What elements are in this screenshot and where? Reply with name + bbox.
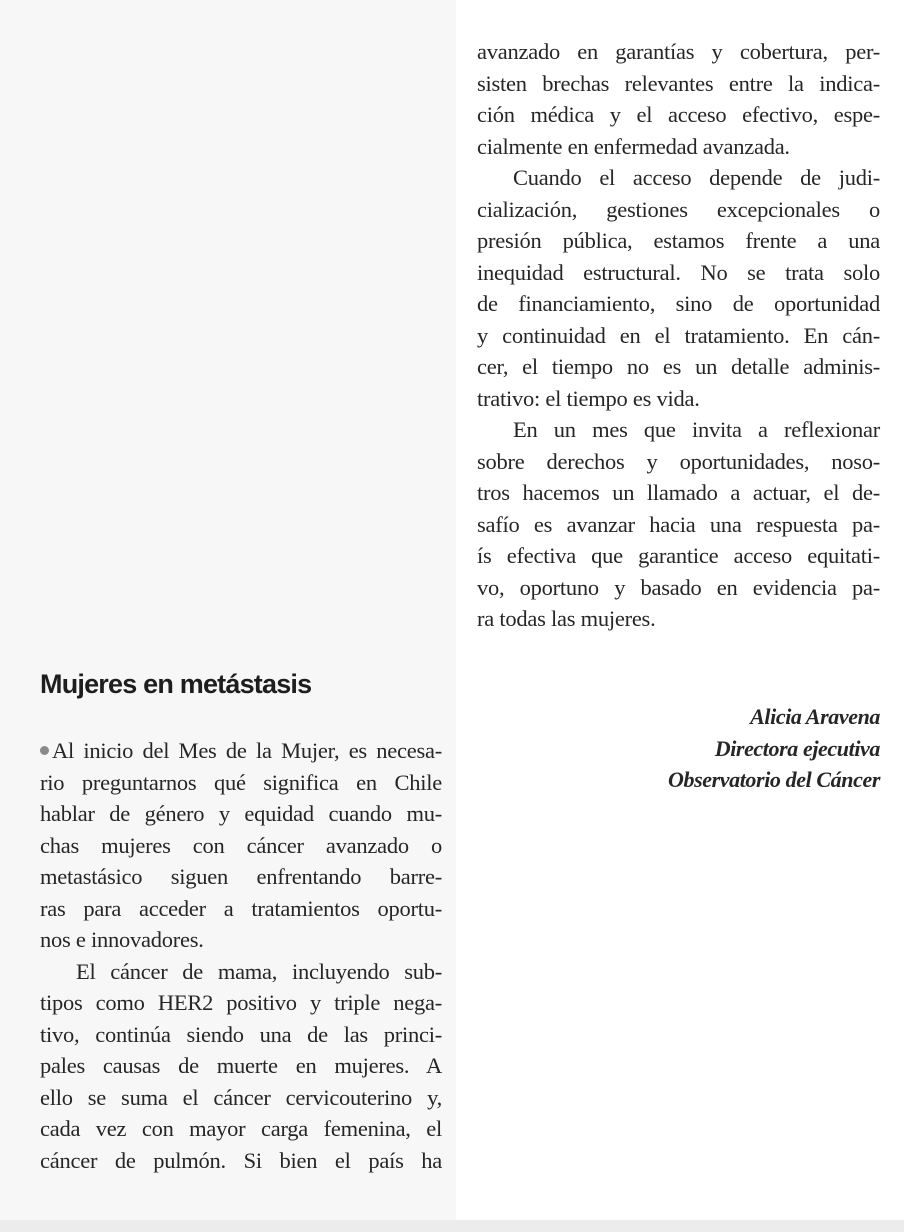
right-column-text <box>477 36 880 635</box>
text-line: cer, el tiempo no es un detalle adminis- <box>477 354 880 379</box>
left-column-text <box>40 735 442 1176</box>
text-line: cialmente en enfermedad avanzada. <box>477 133 790 159</box>
text-line: vo, oportuno y basado en evidencia pa- <box>477 574 880 600</box>
text-line: tros hacemos un llamado a actuar, el de- <box>477 480 880 505</box>
text-line: ción médica y el acceso efectivo, espe- <box>477 102 880 127</box>
first-line-text: Al inicio del Mes de la Mujer, es necesa- <box>52 738 442 763</box>
text-line: rio preguntarnos qué significa en Chile <box>40 769 442 795</box>
text-line: ras para acceder a tratamientos oportu- <box>40 895 442 921</box>
text-line: trativo: el tiempo es vida. <box>477 385 700 411</box>
signature-name: Alicia Aravena <box>750 704 880 729</box>
text-line: sobre derechos y oportunidades, noso- <box>477 448 880 474</box>
text-line: tipos como HER2 positivo y triple nega- <box>40 990 442 1015</box>
signature-organization: Observatorio del Cáncer <box>667 767 880 792</box>
text-line <box>40 735 442 767</box>
text-line: y continuidad en el tratamiento. En cán- <box>477 322 880 348</box>
text-line: presión pública, estamos frente a una <box>477 228 880 253</box>
text-line: tivo, continúa siendo una de las princi- <box>40 1021 442 1047</box>
text-line: cialización, gestiones excepcionales o <box>477 196 880 222</box>
text-line: chas mujeres con cáncer avanzado o <box>40 832 442 858</box>
text-line: sisten brechas relevantes entre la indica- <box>477 70 880 96</box>
text-line: pales causas de muerte en mujeres. A <box>40 1053 442 1078</box>
text-line: avanzado en garantías y cobertura, per- <box>477 39 880 64</box>
text-line: hablar de género y equidad cuando mu- <box>40 801 442 826</box>
text-line: ra todas las mujeres. <box>477 606 656 631</box>
bullet-icon <box>40 746 49 755</box>
text-line: safío es avanzar hacia una respuesta pa- <box>477 511 880 537</box>
text-line: cáncer de pulmón. Si bien el país ha <box>40 1147 442 1173</box>
text-line: ís efectiva que garantice acceso equitati- <box>477 543 880 568</box>
text-line: En un mes que invita a reflexionar <box>513 417 880 442</box>
text-line: metastásico siguen enfrentando barre- <box>40 864 442 889</box>
text-line: El cáncer de mama, incluyendo sub- <box>76 958 442 984</box>
article-heading: Mujeres en metástasis <box>40 669 312 699</box>
text-line: nos e innovadores. <box>40 927 204 952</box>
bottom-divider <box>0 1220 904 1232</box>
signature-role: Directora ejecutiva <box>714 735 880 761</box>
text-line: cada vez con mayor carga femenina, el <box>40 1116 442 1141</box>
text-line: de financiamiento, sino de oportunidad <box>477 291 880 316</box>
text-line: ello se suma el cáncer cervicouterino y, <box>40 1084 442 1110</box>
text-line: Cuando el acceso depende de judi- <box>513 165 880 190</box>
signature-block <box>560 701 880 796</box>
text-line: inequidad estructural. No se trata solo <box>477 259 880 285</box>
